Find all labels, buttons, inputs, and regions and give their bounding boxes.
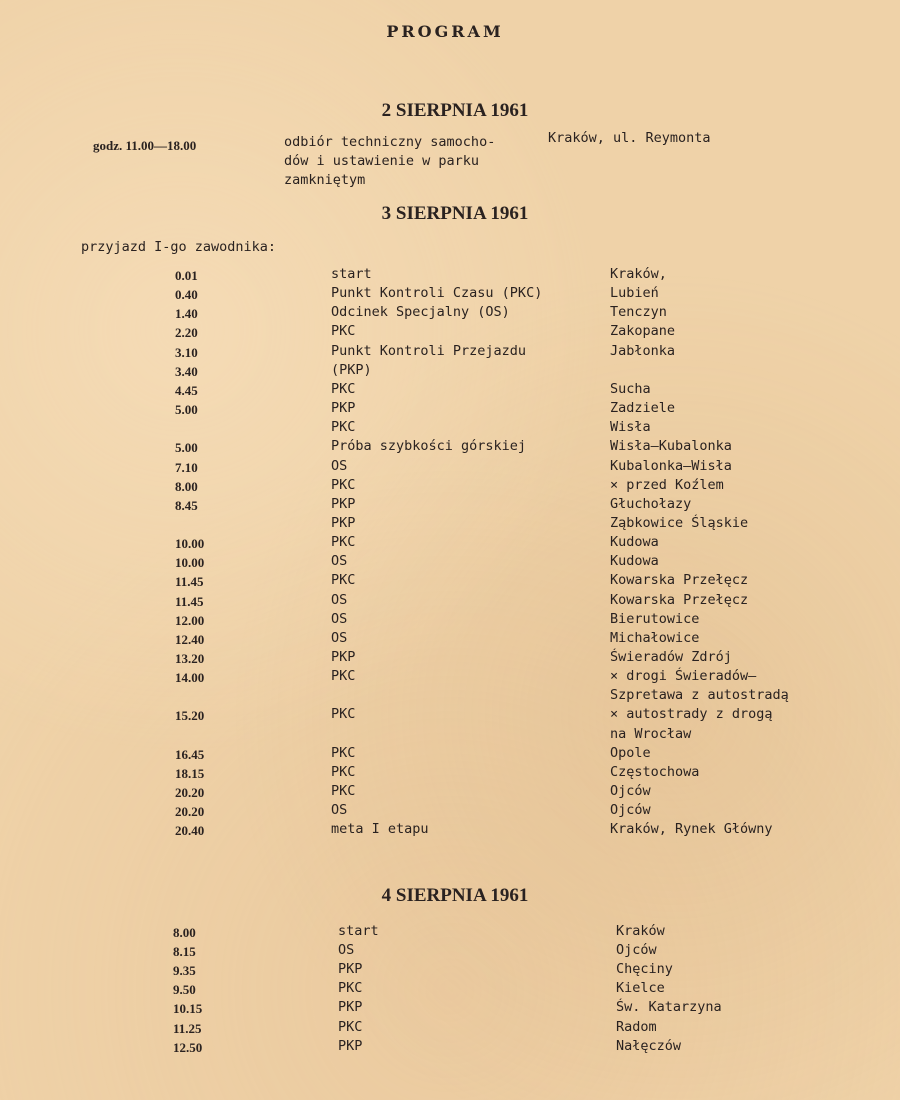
schedule-row xyxy=(0,706,900,725)
row-time: 8.00 xyxy=(175,478,198,494)
day2-heading: 3 SIERPNIA 1961 xyxy=(381,203,529,224)
row-event: PKC xyxy=(331,419,356,436)
row-location: Kudowa xyxy=(610,553,659,570)
schedule-row xyxy=(0,961,900,980)
row-location: Ojców xyxy=(610,802,651,819)
row-location: Jabłonka xyxy=(610,342,676,359)
row-location: Lubień xyxy=(610,285,659,302)
row-time: 20.20 xyxy=(175,785,205,801)
row-event: PKP xyxy=(331,400,356,417)
schedule-row xyxy=(0,923,900,942)
schedule-row xyxy=(0,553,900,572)
row-location: Zakopane xyxy=(610,323,676,340)
row-location: Świeradów Zdrój xyxy=(610,649,732,665)
schedule-row xyxy=(0,764,900,783)
schedule-row xyxy=(0,783,900,802)
row-location: Nałęczów xyxy=(616,1037,682,1054)
row-event: Punkt Kontroli Przejazdu xyxy=(331,342,527,359)
row-event: PKC xyxy=(331,572,356,589)
schedule-row xyxy=(0,980,900,999)
row-event: OS xyxy=(331,802,348,819)
row-location: Kubalonka—Wisła xyxy=(610,457,732,474)
row-event: Próba szybkości górskiej xyxy=(331,438,527,455)
schedule-row xyxy=(0,687,900,706)
schedule-row xyxy=(0,285,900,304)
row-event: PKP xyxy=(331,649,356,665)
schedule-row xyxy=(0,802,900,821)
row-time: 12.40 xyxy=(175,631,205,647)
row-event: PKP xyxy=(338,999,363,1016)
row-time: 7.10 xyxy=(175,459,198,475)
row-time: 11.45 xyxy=(175,574,204,590)
day1-event-line: zamkniętym xyxy=(284,172,366,188)
schedule-row xyxy=(0,323,900,342)
row-time: 13.20 xyxy=(175,651,205,666)
schedule-row xyxy=(0,266,900,285)
row-event: PKC xyxy=(331,323,356,340)
row-event: PKP xyxy=(338,961,363,978)
row-event: meta I etapu xyxy=(331,821,429,838)
row-location: × drogi Świeradów— xyxy=(610,668,757,685)
row-event: PKC xyxy=(338,1018,363,1035)
row-time: 18.15 xyxy=(175,765,205,781)
row-event: PKC xyxy=(331,783,356,800)
row-time: 3.10 xyxy=(175,344,198,360)
day1-location: Kraków, ul. Reymonta xyxy=(548,130,711,146)
row-location: Ojców xyxy=(616,942,657,959)
schedule-row xyxy=(0,630,900,649)
row-event: PKC xyxy=(331,668,356,685)
row-time: 15.20 xyxy=(175,708,205,724)
row-time: 8.15 xyxy=(173,944,196,960)
row-time: 5.00 xyxy=(175,440,198,456)
schedule-row xyxy=(0,496,900,515)
row-event: PKC xyxy=(338,980,363,997)
row-location: Bierutowice xyxy=(610,610,700,627)
schedule-row xyxy=(0,726,900,745)
row-event: PKC xyxy=(331,476,356,493)
schedule-row xyxy=(0,400,900,419)
row-location: Ojców xyxy=(610,783,651,800)
row-location: Kielce xyxy=(616,980,665,997)
row-location: Głuchołazy xyxy=(610,495,692,512)
row-event: PKC xyxy=(331,763,356,780)
row-time: 16.45 xyxy=(175,746,205,762)
row-location: × autostrady z drogą xyxy=(610,706,773,723)
row-location: Tenczyn xyxy=(610,304,667,321)
row-location: Wisła—Kubalonka xyxy=(610,438,732,455)
schedule-row xyxy=(0,343,900,362)
row-event: OS xyxy=(331,629,348,646)
day1-heading: 2 SIERPNIA 1961 xyxy=(381,100,529,121)
row-event: PKP xyxy=(331,514,356,531)
day1-event-line: odbiór techniczny samocho- xyxy=(284,134,496,150)
schedule-row xyxy=(0,477,900,496)
schedule-row xyxy=(0,668,900,687)
row-time: 5.00 xyxy=(175,402,198,418)
row-event: start xyxy=(338,923,379,939)
row-event: PKC xyxy=(331,744,356,761)
schedule-row xyxy=(0,458,900,477)
row-time: 9.35 xyxy=(173,963,196,979)
schedule-row xyxy=(0,942,900,961)
row-time: 10.00 xyxy=(175,536,205,552)
schedule-row xyxy=(0,1019,900,1038)
row-event: PKP xyxy=(331,495,356,512)
row-time: 0.40 xyxy=(175,287,198,303)
row-location: na Wrocław xyxy=(610,725,692,742)
row-time: 3.40 xyxy=(175,363,198,379)
schedule-row xyxy=(0,419,900,438)
row-location: Ząbkowice Śląskie xyxy=(610,514,749,531)
row-time: 8.00 xyxy=(173,925,196,940)
row-location: Szpretawa z autostradą xyxy=(610,687,789,704)
day3-heading: 4 SIERPNIA 1961 xyxy=(381,885,529,906)
schedule-row xyxy=(0,611,900,630)
row-time: 4.45 xyxy=(175,382,198,398)
row-time: 11.45 xyxy=(175,593,204,609)
schedule-row xyxy=(0,304,900,323)
row-event: Odcinek Specjalny (OS) xyxy=(331,304,510,321)
schedule-row xyxy=(0,438,900,457)
row-event: PKC xyxy=(331,706,356,723)
row-location: Zadziele xyxy=(610,400,676,417)
row-event: OS xyxy=(331,457,348,474)
row-time: 11.25 xyxy=(173,1020,202,1036)
row-event: OS xyxy=(338,942,355,959)
row-event: PKP xyxy=(338,1037,363,1054)
schedule-row xyxy=(0,515,900,534)
row-time: 8.45 xyxy=(175,497,198,513)
row-location: Opole xyxy=(610,744,651,761)
row-location: Częstochowa xyxy=(610,763,700,780)
row-event: start xyxy=(331,266,372,282)
row-time: 12.00 xyxy=(175,612,205,628)
schedule-row xyxy=(0,821,900,840)
schedule-row xyxy=(0,572,900,591)
day1-event-line: dów i ustawienie w parku xyxy=(284,153,480,169)
row-location: Radom xyxy=(616,1018,657,1035)
schedule-row xyxy=(0,592,900,611)
row-event: (PKP) xyxy=(331,361,372,378)
row-event: OS xyxy=(331,553,348,570)
schedule-row xyxy=(0,1038,900,1057)
row-event: Punkt Kontroli Czasu (PKC) xyxy=(331,285,543,302)
row-time: 1.40 xyxy=(175,306,198,322)
row-time: 10.00 xyxy=(175,555,205,571)
row-location: Kowarska Przełęcz xyxy=(610,591,749,608)
row-time: 14.00 xyxy=(175,670,205,686)
schedule-row xyxy=(0,362,900,381)
day2-intro: przyjazd I-go zawodnika: xyxy=(81,239,277,255)
schedule-row xyxy=(0,649,900,668)
schedule-row xyxy=(0,381,900,400)
row-time: 2.20 xyxy=(175,325,198,341)
row-location: Kowarska Przełęcz xyxy=(610,572,749,589)
row-location: Chęciny xyxy=(616,961,673,978)
schedule-row xyxy=(0,999,900,1018)
row-time: 12.50 xyxy=(173,1039,203,1055)
row-location: Wisła xyxy=(610,419,651,436)
row-location: × przed Koźlem xyxy=(610,476,724,493)
page-title: PROGRAM xyxy=(386,22,504,41)
row-time: 0.01 xyxy=(175,268,198,283)
row-time: 9.50 xyxy=(173,982,196,998)
row-location: Kraków xyxy=(616,923,665,939)
row-location: Św. Katarzyna xyxy=(616,999,722,1016)
schedule-row xyxy=(0,534,900,553)
row-time: 20.40 xyxy=(175,823,205,839)
row-location: Michałowice xyxy=(610,629,700,646)
row-time: 20.20 xyxy=(175,804,205,820)
row-location: Kraków, xyxy=(610,266,667,282)
row-event: OS xyxy=(331,610,348,627)
row-location: Sucha xyxy=(610,380,651,397)
row-event: PKC xyxy=(331,534,356,551)
day1-time: godz. 11.00—18.00 xyxy=(93,138,197,153)
row-location: Kudowa xyxy=(610,534,659,551)
row-time: 10.15 xyxy=(173,1001,203,1017)
row-event: OS xyxy=(331,591,348,608)
schedule-row xyxy=(0,745,900,764)
row-event: PKC xyxy=(331,380,356,397)
row-location: Kraków, Rynek Główny xyxy=(610,821,773,838)
